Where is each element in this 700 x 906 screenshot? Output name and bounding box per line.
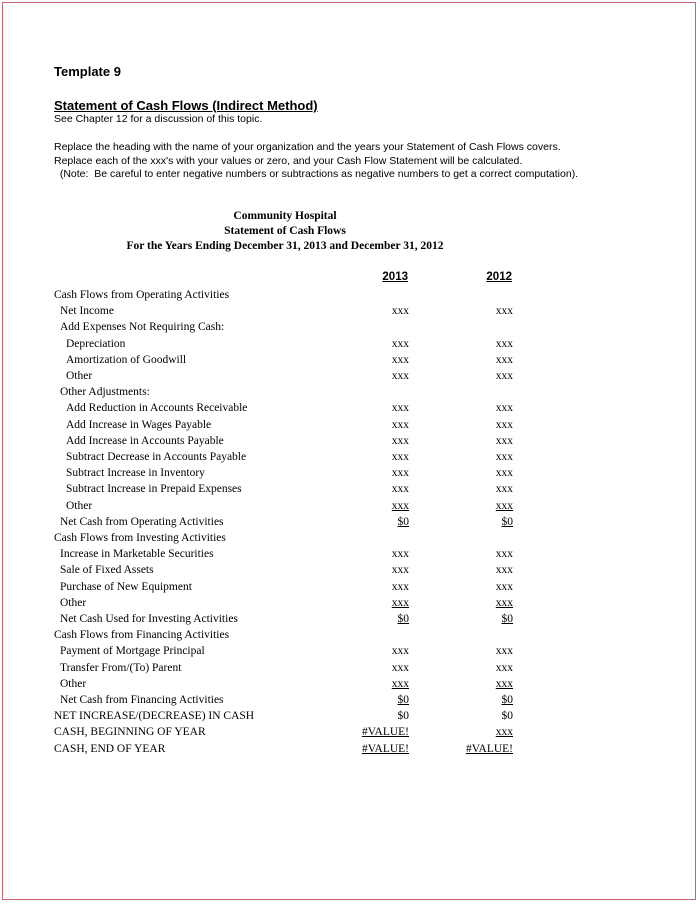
table-row <box>3 338 697 354</box>
document-page <box>2 2 696 900</box>
instruction-line-3: (Note: Be careful to enter negative numbers or subtractions as negative numbers to get a correct computation). <box>54 168 579 180</box>
table-row <box>3 710 697 726</box>
value-2012[interactable]: xxx <box>495 645 513 658</box>
table-row <box>3 500 697 516</box>
instruction-line-1: Replace the heading with the name of your organization and the years your Statement of Cash Flows covers. <box>54 141 561 153</box>
row-label: Amortization of Goodwill <box>66 353 187 366</box>
row-label: Add Increase in Accounts Payable <box>66 434 224 447</box>
value-2012[interactable]: xxx <box>495 483 513 496</box>
table-row <box>3 532 697 548</box>
row-label: Increase in Marketable Securities <box>60 548 214 561</box>
row-label: Other Adjustments: <box>60 386 150 399</box>
row-label: Other <box>66 499 93 512</box>
table-row <box>3 370 697 386</box>
table-row <box>3 419 697 435</box>
row-label: Cash Flows from Investing Activities <box>54 532 226 544</box>
table-row <box>3 402 697 418</box>
table-row <box>3 597 697 613</box>
table-row <box>3 694 697 710</box>
row-label: Cash Flows from Financing Activities <box>54 629 230 642</box>
value-2012[interactable]: xxx <box>495 596 513 609</box>
row-label: Payment of Mortgage Principal <box>60 645 205 658</box>
table-row <box>3 726 697 742</box>
value-2012[interactable]: $0 <box>501 694 513 706</box>
table-row <box>3 564 697 580</box>
value-2012[interactable]: xxx <box>495 548 513 561</box>
row-label: Transfer From/(To) Parent <box>60 661 182 674</box>
value-2013[interactable]: xxx <box>391 370 409 382</box>
value-2012[interactable]: xxx <box>495 726 513 739</box>
value-2013[interactable]: xxx <box>391 596 409 609</box>
instruction-line-2: Replace each of the xxx's with your values or zero, and your Cash Flow Statement will be calculated. <box>54 155 523 167</box>
row-label: Subtract Decrease in Accounts Payable <box>66 451 247 463</box>
value-2012[interactable]: xxx <box>495 467 513 480</box>
table-row <box>3 321 697 337</box>
value-2013[interactable]: $0 <box>397 515 409 528</box>
value-2013[interactable]: xxx <box>391 418 409 431</box>
template-label: Template 9 <box>54 64 121 79</box>
value-2012[interactable]: xxx <box>495 661 513 674</box>
value-2013[interactable]: xxx <box>391 483 409 496</box>
table-row <box>3 305 697 321</box>
value-2013[interactable]: #VALUE! <box>361 742 409 755</box>
row-label: CASH, END OF YEAR <box>54 742 166 755</box>
value-2013[interactable]: xxx <box>391 451 409 463</box>
value-2012[interactable]: #VALUE! <box>465 742 513 755</box>
value-2012[interactable]: $0 <box>501 613 513 625</box>
value-2012[interactable]: xxx <box>495 451 513 463</box>
row-label: Net Cash from Operating Activities <box>60 515 224 528</box>
organization-name: Community Hospital <box>233 210 337 222</box>
table-row <box>3 743 697 759</box>
value-2013[interactable]: xxx <box>391 402 409 415</box>
value-2012[interactable]: $0 <box>501 710 513 723</box>
value-2013[interactable]: xxx <box>391 677 409 690</box>
value-2012[interactable]: xxx <box>495 499 513 512</box>
table-row <box>3 581 697 597</box>
row-label: Subtract Increase in Inventory <box>66 467 205 480</box>
row-label: Net Cash from Financing Activities <box>60 694 224 706</box>
table-row <box>3 435 697 451</box>
row-label: Net Cash Used for Investing Activities <box>60 613 238 625</box>
value-2012[interactable]: xxx <box>495 353 513 366</box>
value-2012[interactable]: xxx <box>495 564 513 577</box>
value-2013[interactable]: #VALUE! <box>361 726 409 739</box>
table-row <box>3 467 697 483</box>
table-row <box>3 516 697 532</box>
table-row <box>3 289 697 305</box>
year-header-1: 2013 <box>382 271 408 283</box>
value-2013[interactable]: $0 <box>397 694 409 706</box>
row-label: Add Reduction in Accounts Receivable <box>66 402 248 415</box>
table-row <box>3 354 697 370</box>
value-2012[interactable]: xxx <box>495 337 513 350</box>
value-2012[interactable]: xxx <box>495 370 513 382</box>
value-2013[interactable]: xxx <box>391 548 409 561</box>
value-2012[interactable]: xxx <box>495 402 513 415</box>
value-2013[interactable]: xxx <box>391 337 409 350</box>
value-2012[interactable]: xxx <box>495 434 513 447</box>
value-2013[interactable]: xxx <box>391 353 409 366</box>
row-label: Cash Flows from Operating Activities <box>54 289 230 301</box>
value-2013[interactable]: xxx <box>391 305 409 318</box>
value-2013[interactable]: xxx <box>391 564 409 577</box>
value-2012[interactable]: $0 <box>501 515 513 528</box>
statement-heading: Statement of Cash Flows (Indirect Method) <box>54 98 318 113</box>
row-label: Subtract Increase in Prepaid Expenses <box>66 483 242 496</box>
statement-period: For the Years Ending December 31, 2013 and December 31, 2012 <box>126 240 444 252</box>
table-row <box>3 451 697 467</box>
table-row <box>3 629 697 645</box>
table-row <box>3 548 697 564</box>
row-label: Sale of Fixed Assets <box>60 564 154 577</box>
table-row <box>3 483 697 499</box>
row-label: CASH, BEGINNING OF YEAR <box>54 726 206 739</box>
row-label: Depreciation <box>66 337 126 350</box>
value-2013[interactable]: xxx <box>391 645 409 658</box>
table-row <box>3 662 697 678</box>
chapter-reference: See Chapter 12 for a discussion of this topic. <box>54 113 263 125</box>
row-label: NET INCREASE/(DECREASE) IN CASH <box>54 710 255 723</box>
value-2013[interactable]: xxx <box>391 467 409 480</box>
row-label: Other <box>60 677 87 690</box>
value-2013[interactable]: xxx <box>391 499 409 512</box>
value-2013[interactable]: xxx <box>391 434 409 447</box>
value-2012[interactable]: xxx <box>495 580 513 593</box>
table-row <box>3 678 697 694</box>
table-row <box>3 386 697 402</box>
table-row <box>3 645 697 661</box>
row-label: Add Expenses Not Requiring Cash: <box>60 321 225 334</box>
row-label: Net Income <box>60 305 114 318</box>
row-label: Other <box>60 596 87 609</box>
value-2013[interactable]: $0 <box>397 613 409 625</box>
statement-title: Statement of Cash Flows <box>224 225 346 237</box>
value-2013[interactable]: xxx <box>391 661 409 674</box>
value-2012[interactable]: xxx <box>495 418 513 431</box>
row-label: Other <box>66 370 93 382</box>
value-2012[interactable]: xxx <box>495 305 513 318</box>
row-label: Purchase of New Equipment <box>60 580 192 593</box>
year-header-2: 2012 <box>486 271 512 283</box>
row-label: Add Increase in Wages Payable <box>66 418 212 431</box>
value-2013[interactable]: xxx <box>391 580 409 593</box>
table-row <box>3 613 697 629</box>
value-2013[interactable]: $0 <box>397 710 409 723</box>
value-2012[interactable]: xxx <box>495 677 513 690</box>
